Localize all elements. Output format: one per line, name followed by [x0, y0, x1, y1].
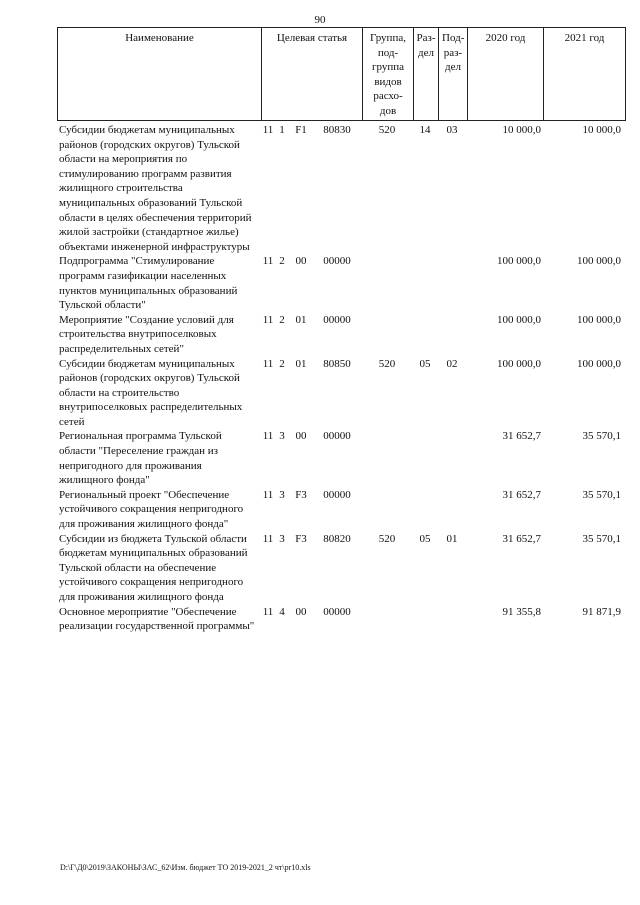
value-2020: 10 000,0: [502, 124, 541, 136]
target-part-4: 80830: [323, 124, 351, 136]
section-code: 14: [419, 124, 431, 136]
expense-group: 520: [378, 532, 396, 545]
row-name: Региональная программа Тульской области "Переселение граждан из непригодного для проживания жилищного фонда": [59, 430, 222, 487]
target-part-3: 00: [295, 605, 307, 618]
target-part-4: 80820: [323, 532, 351, 545]
target-part-3: 01: [295, 313, 307, 326]
value-2021: 100 000,0: [577, 255, 621, 268]
row-name: Мероприятие "Создание условий для строительства внутрипоселковых распределительных сетей": [59, 313, 234, 355]
target-part-4: 00000: [323, 488, 351, 501]
target-part-4: 00000: [323, 605, 351, 618]
target-part-1: 11: [262, 488, 274, 501]
target-part-1: 11: [262, 255, 274, 268]
table-row: [57, 123, 626, 254]
table-row: [57, 488, 626, 532]
subsection-code: 03: [446, 124, 458, 136]
target-part-2: 3: [279, 532, 285, 545]
target-part-1: 11: [262, 313, 274, 326]
header-target: Целевая статья: [262, 28, 363, 120]
target-part-2: 2: [279, 313, 285, 326]
value-2021: 91 871,9: [582, 605, 621, 618]
value-2020: 100 000,0: [497, 357, 541, 370]
header-group: Группа, под-группа видов расхо-дов: [363, 28, 414, 120]
expense-group: 520: [378, 124, 396, 136]
target-part-3: 00: [295, 430, 307, 443]
value-2020: 31 652,7: [502, 532, 541, 545]
row-name: Субсидии из бюджета Тульской области бюджетам муниципальных образований Тульской области на обеспечение устойчивого сокращения непригодного для проживания жилищного фонда: [59, 532, 248, 603]
value-2021: 35 570,1: [582, 430, 621, 443]
target-part-2: 3: [279, 488, 285, 501]
target-part-4: 00000: [323, 430, 351, 443]
target-part-4: 00000: [323, 313, 351, 326]
section-code: 05: [419, 532, 431, 545]
target-part-3: F3: [295, 488, 307, 501]
target-part-3: 01: [295, 357, 307, 370]
header-2021: 2021 год: [564, 32, 605, 44]
header-subsection: Под-раз-дел: [439, 28, 468, 120]
value-2020: 91 355,8: [502, 605, 541, 618]
table-row: [57, 357, 626, 430]
target-part-1: 11: [262, 605, 274, 618]
table-body: [57, 123, 626, 634]
value-2021: 100 000,0: [577, 313, 621, 326]
table-row: [57, 429, 626, 487]
target-part-3: F3: [295, 532, 307, 545]
table-row: [57, 313, 626, 357]
value-2020: 100 000,0: [497, 255, 541, 268]
row-name: Субсидии бюджетам муниципальных районов (городских округов) Тульской области на мероприятия по стимулированию программ развития жилищного строительства муниципальных образований Тульской области в целях обеспечения территорий жилой застройки (стандартное жилье) объектами инженерной инфраструктуры: [59, 124, 252, 253]
target-part-4: 00000: [323, 255, 351, 268]
table-row: [57, 254, 626, 312]
target-part-1: 11: [262, 124, 274, 136]
value-2020: 100 000,0: [497, 313, 541, 326]
target-part-1: 11: [262, 532, 274, 545]
target-part-4: 80850: [323, 357, 351, 370]
target-part-1: 11: [262, 357, 274, 370]
target-part-3: F1: [295, 124, 307, 136]
file-path-footer: D:\Г\Д0\2019\ЗАКОНЫ\ЗАС_62\Изм. бюджет ТО 2019-2021_2 чт\pr10.xls: [60, 863, 311, 872]
header-name: Наименование: [58, 28, 262, 120]
target-part-2: 2: [279, 357, 285, 370]
expense-group: 520: [378, 357, 396, 370]
table-row: [57, 605, 626, 634]
target-part-2: 2: [279, 255, 285, 268]
row-name: Региональный проект "Обеспечение устойчивого сокращения непригодного для проживания жилищного фонда": [59, 488, 244, 531]
header-2020: 2020 год: [468, 28, 544, 120]
table-header: [57, 27, 626, 121]
target-part-3: 00: [295, 255, 307, 268]
row-name: Подпрограмма "Стимулирование программ газификации населенных пунктов муниципальных образований Тульской области": [59, 255, 238, 312]
table-row: [57, 532, 626, 605]
row-name: Основное мероприятие "Обеспечение реализации государственной программы": [59, 605, 255, 633]
target-part-2: 3: [279, 430, 285, 443]
value-2020: 31 652,7: [502, 488, 541, 501]
row-name: Субсидии бюджетам муниципальных районов (городских округов) Тульской области на строительство внутрипоселковых распределительных сетей: [59, 357, 243, 428]
target-part-1: 11: [262, 430, 274, 443]
page-number: 90: [314, 14, 326, 26]
value-2021: 10 000,0: [582, 124, 621, 136]
value-2021: 100 000,0: [577, 357, 621, 370]
value-2021: 35 570,1: [582, 532, 621, 545]
section-code: 05: [419, 357, 431, 370]
subsection-code: 01: [446, 532, 458, 545]
header-section: Раз-дел: [414, 28, 439, 120]
value-2020: 31 652,7: [502, 430, 541, 443]
target-part-2: 1: [279, 124, 285, 136]
value-2021: 35 570,1: [582, 488, 621, 501]
target-part-2: 4: [279, 605, 285, 618]
subsection-code: 02: [446, 357, 458, 370]
